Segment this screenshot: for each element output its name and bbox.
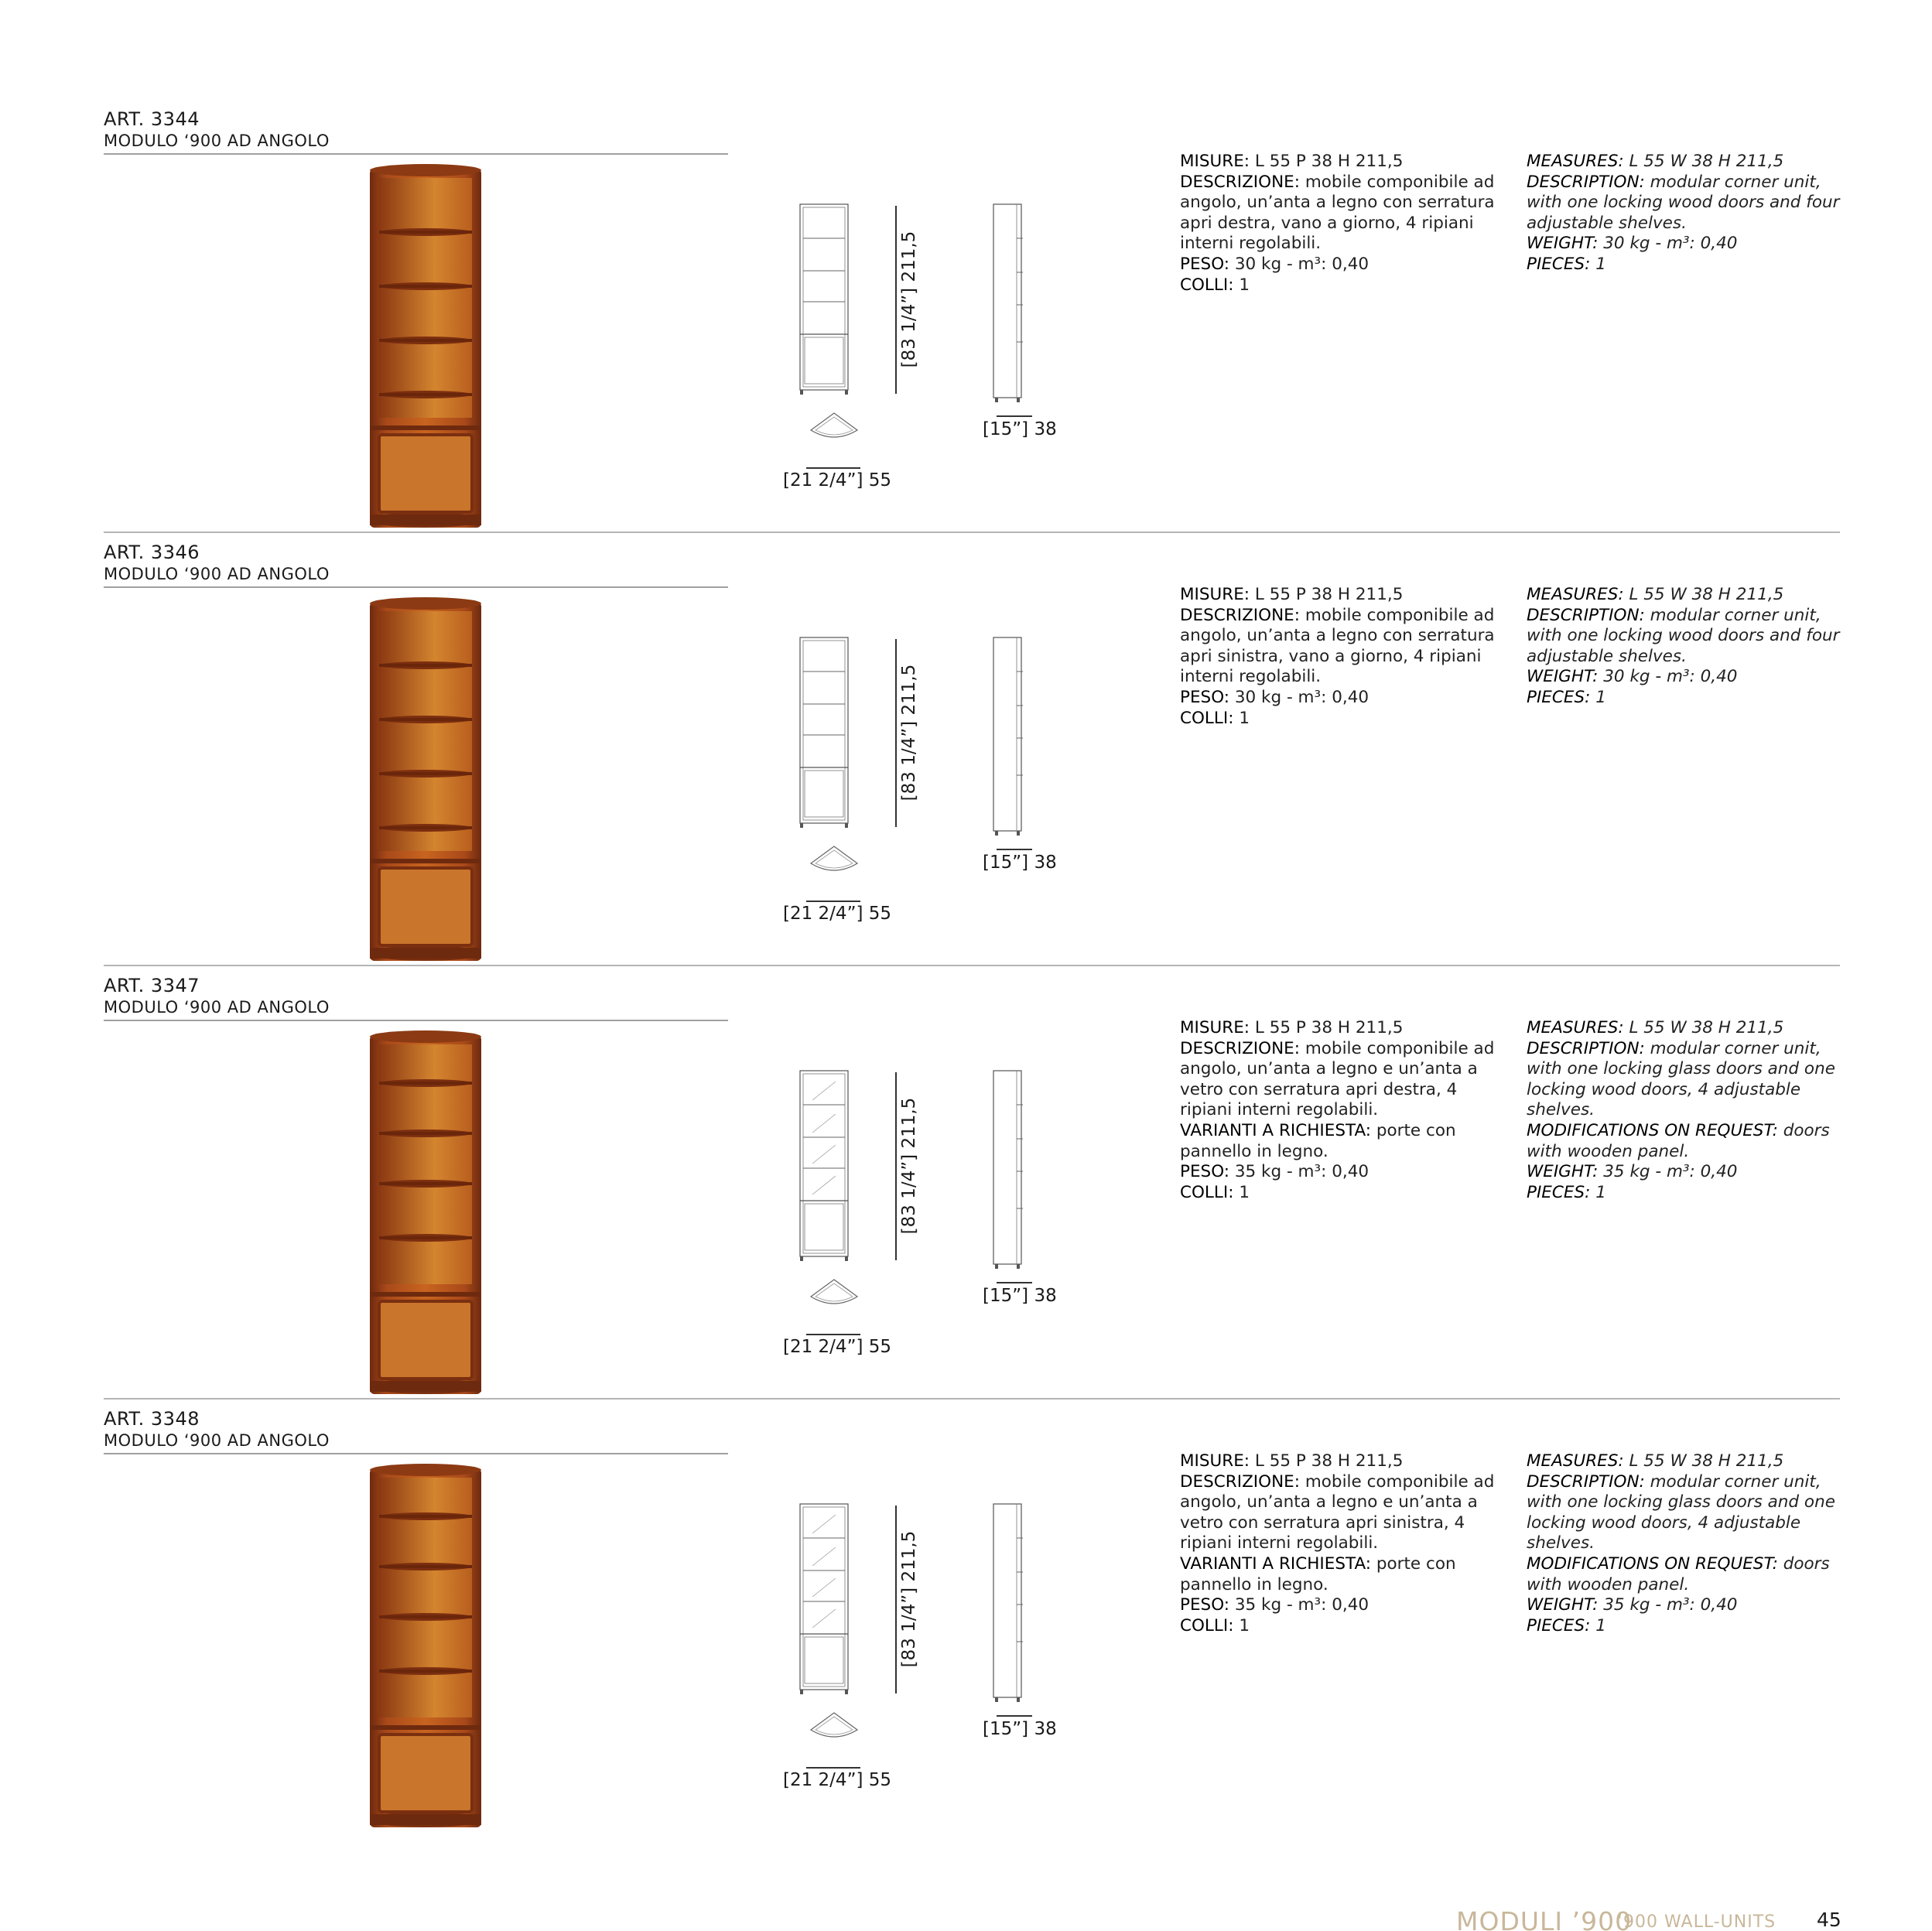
- spec-text: 1: [1233, 708, 1250, 728]
- spec-text: modular corner unit, with one locking wood doors and four adjustable shelves.: [1527, 172, 1840, 233]
- spec-label: PIECES:: [1527, 254, 1591, 274]
- depth-dimension-line: [997, 1715, 1032, 1717]
- spec-line: [1180, 606, 1505, 688]
- spec-line: [1527, 1162, 1852, 1183]
- spec-text: 1: [1233, 275, 1250, 295]
- spec-line: [1180, 585, 1505, 606]
- width-dimension-label: [21 2/4”] 55: [783, 904, 892, 924]
- spec-text: 30 kg - m³: 0,40: [1598, 234, 1738, 254]
- spec-line: [1180, 1595, 1505, 1616]
- width-dimension-line: [806, 467, 860, 469]
- model-name: MODULO ‘900 AD ANGOLO: [104, 998, 330, 1017]
- product-section: [0, 1408, 1932, 1841]
- spec-text: L 55 P 38 H 211,5: [1250, 1018, 1404, 1037]
- spec-label: MEASURES:: [1527, 1451, 1624, 1471]
- spec-line: [1180, 275, 1505, 296]
- spec-label: PESO:: [1180, 254, 1229, 274]
- spec-label: DESCRIPTION:: [1527, 1038, 1645, 1058]
- article-number: ART. 3346: [104, 542, 200, 563]
- model-name: MODULO ‘900 AD ANGOLO: [104, 1431, 330, 1450]
- footer-title: MODULI ’900: [1456, 1906, 1633, 1931]
- spec-line: [1527, 1121, 1852, 1162]
- depth-dimension-line: [997, 849, 1032, 850]
- spec-line: [1527, 585, 1852, 606]
- spec-label: WEIGHT:: [1527, 1162, 1599, 1182]
- width-dimension-line: [806, 1334, 860, 1335]
- spec-line: [1180, 1451, 1505, 1472]
- spec-line: [1527, 1595, 1852, 1616]
- title-underline: [104, 153, 728, 155]
- spec-label: MISURE:: [1180, 585, 1250, 604]
- spec-text: 30 kg - m³: 0,40: [1598, 667, 1738, 687]
- spec-text: 35 kg - m³: 0,40: [1598, 1162, 1738, 1182]
- depth-dimension-line: [997, 415, 1032, 417]
- product-section: [0, 108, 1932, 542]
- description-italian: [1180, 152, 1505, 296]
- section-divider: [104, 1398, 1840, 1400]
- description-english: [1527, 1451, 1852, 1636]
- spec-line: [1527, 1554, 1852, 1595]
- spec-label: COLLI:: [1180, 1182, 1234, 1202]
- spec-label: PESO:: [1180, 1162, 1229, 1182]
- width-dimension-label: [21 2/4”] 55: [783, 1770, 892, 1790]
- title-underline: [104, 1020, 728, 1021]
- spec-label: MODIFICATIONS ON REQUEST:: [1527, 1553, 1778, 1574]
- spec-text: 1: [1590, 1182, 1606, 1202]
- spec-label: DESCRIPTION:: [1527, 1471, 1645, 1492]
- spec-text: porte con pannello in legno.: [1180, 1553, 1456, 1594]
- description-italian: [1180, 1451, 1505, 1636]
- depth-dimension-label: [15”] 38: [983, 419, 1057, 439]
- description-italian: [1180, 1018, 1505, 1203]
- spec-line: [1527, 1018, 1852, 1039]
- side-elevation-drawing: [990, 203, 1029, 404]
- footer-subtitle: ‘900 WALL-UNITS: [1617, 1912, 1776, 1931]
- spec-label: WEIGHT:: [1527, 234, 1599, 254]
- width-dimension-label: [21 2/4”] 55: [783, 470, 892, 490]
- spec-line: [1180, 1183, 1505, 1204]
- spec-label: VARIANTI A RICHIESTA:: [1180, 1120, 1372, 1140]
- product-photo: [348, 1462, 503, 1834]
- plan-view-drawing: [803, 408, 865, 447]
- spec-line: [1527, 1472, 1852, 1554]
- spec-text: L 55 W 38 H 211,5: [1623, 1451, 1784, 1471]
- spec-label: COLLI:: [1180, 1615, 1234, 1635]
- article-number: ART. 3347: [104, 975, 200, 996]
- spec-text: modular corner unit, with one locking glass doors and one locking wood doors, 4 adjustable shelves.: [1527, 1471, 1835, 1553]
- spec-line: [1180, 1039, 1505, 1121]
- section-divider: [104, 965, 1840, 966]
- section-divider: [104, 531, 1840, 533]
- side-elevation-drawing: [990, 1502, 1029, 1704]
- width-dimension-label: [21 2/4”] 55: [783, 1337, 892, 1357]
- spec-label: WEIGHT:: [1527, 1595, 1599, 1615]
- spec-text: L 55 W 38 H 211,5: [1623, 1018, 1784, 1037]
- spec-label: PESO:: [1180, 1595, 1229, 1615]
- spec-text: 1: [1590, 687, 1606, 707]
- spec-text: doors with wooden panel.: [1527, 1120, 1830, 1161]
- product-photo: [348, 1029, 503, 1400]
- spec-text: 1: [1233, 1182, 1250, 1202]
- spec-line: [1527, 1183, 1852, 1204]
- spec-label: DESCRIZIONE:: [1180, 605, 1300, 625]
- spec-label: PIECES:: [1527, 1615, 1591, 1635]
- article-number: ART. 3344: [104, 108, 200, 130]
- spec-text: 35 kg - m³: 0,40: [1229, 1162, 1369, 1182]
- spec-line: [1180, 688, 1505, 709]
- spec-label: MEASURES:: [1527, 585, 1624, 604]
- spec-line: [1527, 606, 1852, 668]
- spec-line: [1180, 1616, 1505, 1637]
- spec-label: MISURE:: [1180, 1451, 1250, 1471]
- width-dimension-line: [806, 1767, 860, 1769]
- spec-label: DESCRIZIONE:: [1180, 1471, 1300, 1492]
- spec-text: L 55 W 38 H 211,5: [1623, 152, 1784, 171]
- spec-label: PESO:: [1180, 687, 1229, 707]
- spec-label: WEIGHT:: [1527, 667, 1599, 687]
- description-english: [1527, 1018, 1852, 1203]
- spec-line: [1180, 709, 1505, 730]
- spec-line: [1527, 173, 1852, 234]
- spec-label: COLLI:: [1180, 275, 1234, 295]
- spec-label: DESCRIPTION:: [1527, 605, 1645, 625]
- spec-line: [1527, 255, 1852, 275]
- spec-line: [1180, 1162, 1505, 1183]
- spec-label: PIECES:: [1527, 1182, 1591, 1202]
- product-photo: [348, 162, 503, 534]
- spec-text: 1: [1590, 1615, 1606, 1635]
- spec-text: 30 kg - m³: 0,40: [1229, 687, 1369, 707]
- spec-line: [1527, 1616, 1852, 1637]
- spec-label: DESCRIZIONE:: [1180, 1038, 1300, 1058]
- spec-text: 30 kg - m³: 0,40: [1229, 254, 1369, 274]
- product-section: [0, 542, 1932, 975]
- spec-line: [1180, 1554, 1505, 1595]
- spec-line: [1180, 255, 1505, 275]
- product-section: [0, 975, 1932, 1408]
- spec-label: MISURE:: [1180, 152, 1250, 171]
- spec-text: mobile componibile ad angolo, un’anta a legno e un’anta a vetro con serratura apri destra, 4 ripiani interni regolabili.: [1180, 1038, 1495, 1120]
- spec-line: [1180, 152, 1505, 173]
- spec-text: L 55 P 38 H 211,5: [1250, 585, 1404, 604]
- spec-label: VARIANTI A RICHIESTA:: [1180, 1553, 1372, 1574]
- model-name: MODULO ‘900 AD ANGOLO: [104, 132, 330, 150]
- spec-label: DESCRIPTION:: [1527, 172, 1645, 192]
- width-dimension-line: [806, 901, 860, 902]
- spec-text: porte con pannello in legno.: [1180, 1120, 1456, 1161]
- spec-line: [1527, 667, 1852, 688]
- depth-dimension-label: [15”] 38: [983, 853, 1057, 873]
- spec-text: modular corner unit, with one locking wood doors and four adjustable shelves.: [1527, 605, 1840, 666]
- product-photo: [348, 596, 503, 967]
- spec-text: 1: [1590, 254, 1606, 274]
- height-dimension-label: [83 1/4”] 211,5: [899, 231, 919, 368]
- spec-text: mobile componibile ad angolo, un’anta a legno e un’anta a vetro con serratura apri sinistra, 4 ripiani interni regolabili.: [1180, 1471, 1495, 1553]
- spec-text: mobile componibile ad angolo, un’anta a legno con serratura apri sinistra, vano a giorno, 4 ripiani interni regolabili.: [1180, 605, 1495, 687]
- plan-view-drawing: [803, 1275, 865, 1314]
- height-dimension-line: [895, 1505, 897, 1693]
- spec-label: MODIFICATIONS ON REQUEST:: [1527, 1120, 1778, 1140]
- height-dimension-label: [83 1/4”] 211,5: [899, 1530, 919, 1668]
- depth-dimension-label: [15”] 38: [983, 1719, 1057, 1739]
- height-dimension-label: [83 1/4”] 211,5: [899, 664, 919, 801]
- spec-label: MISURE:: [1180, 1018, 1250, 1037]
- plan-view-drawing: [803, 842, 865, 880]
- height-dimension-line: [895, 639, 897, 827]
- spec-line: [1180, 1472, 1505, 1554]
- spec-text: 35 kg - m³: 0,40: [1598, 1595, 1738, 1615]
- spec-text: mobile componibile ad angolo, un’anta a legno con serratura apri destra, vano a giorno, 4 ripiani interni regolabili.: [1180, 172, 1495, 254]
- article-number: ART. 3348: [104, 1408, 200, 1430]
- spec-line: [1527, 1039, 1852, 1121]
- spec-label: COLLI:: [1180, 708, 1234, 728]
- plan-view-drawing: [803, 1708, 865, 1747]
- side-elevation-drawing: [990, 636, 1029, 837]
- spec-text: L 55 P 38 H 211,5: [1250, 152, 1404, 171]
- spec-line: [1180, 1121, 1505, 1162]
- spec-label: MEASURES:: [1527, 1018, 1624, 1037]
- description-english: [1527, 152, 1852, 275]
- spec-label: MEASURES:: [1527, 152, 1624, 171]
- spec-line: [1527, 688, 1852, 709]
- spec-label: DESCRIZIONE:: [1180, 172, 1300, 192]
- height-dimension-line: [895, 206, 897, 394]
- title-underline: [104, 1453, 728, 1454]
- page-number: 45: [1817, 1909, 1841, 1931]
- depth-dimension-line: [997, 1282, 1032, 1283]
- spec-line: [1527, 234, 1852, 255]
- description-italian: [1180, 585, 1505, 729]
- spec-line: [1527, 152, 1852, 173]
- spec-text: L 55 P 38 H 211,5: [1250, 1451, 1404, 1471]
- title-underline: [104, 586, 728, 588]
- model-name: MODULO ‘900 AD ANGOLO: [104, 565, 330, 583]
- spec-line: [1180, 173, 1505, 255]
- spec-text: modular corner unit, with one locking glass doors and one locking wood doors, 4 adjustable shelves.: [1527, 1038, 1835, 1120]
- spec-label: PIECES:: [1527, 687, 1591, 707]
- spec-text: L 55 W 38 H 211,5: [1623, 585, 1784, 604]
- side-elevation-drawing: [990, 1069, 1029, 1270]
- spec-text: 35 kg - m³: 0,40: [1229, 1595, 1369, 1615]
- spec-text: doors with wooden panel.: [1527, 1553, 1830, 1594]
- depth-dimension-label: [15”] 38: [983, 1286, 1057, 1306]
- height-dimension-line: [895, 1072, 897, 1260]
- spec-text: 1: [1233, 1615, 1250, 1635]
- height-dimension-label: [83 1/4”] 211,5: [899, 1097, 919, 1235]
- spec-line: [1180, 1018, 1505, 1039]
- description-english: [1527, 585, 1852, 709]
- spec-line: [1527, 1451, 1852, 1472]
